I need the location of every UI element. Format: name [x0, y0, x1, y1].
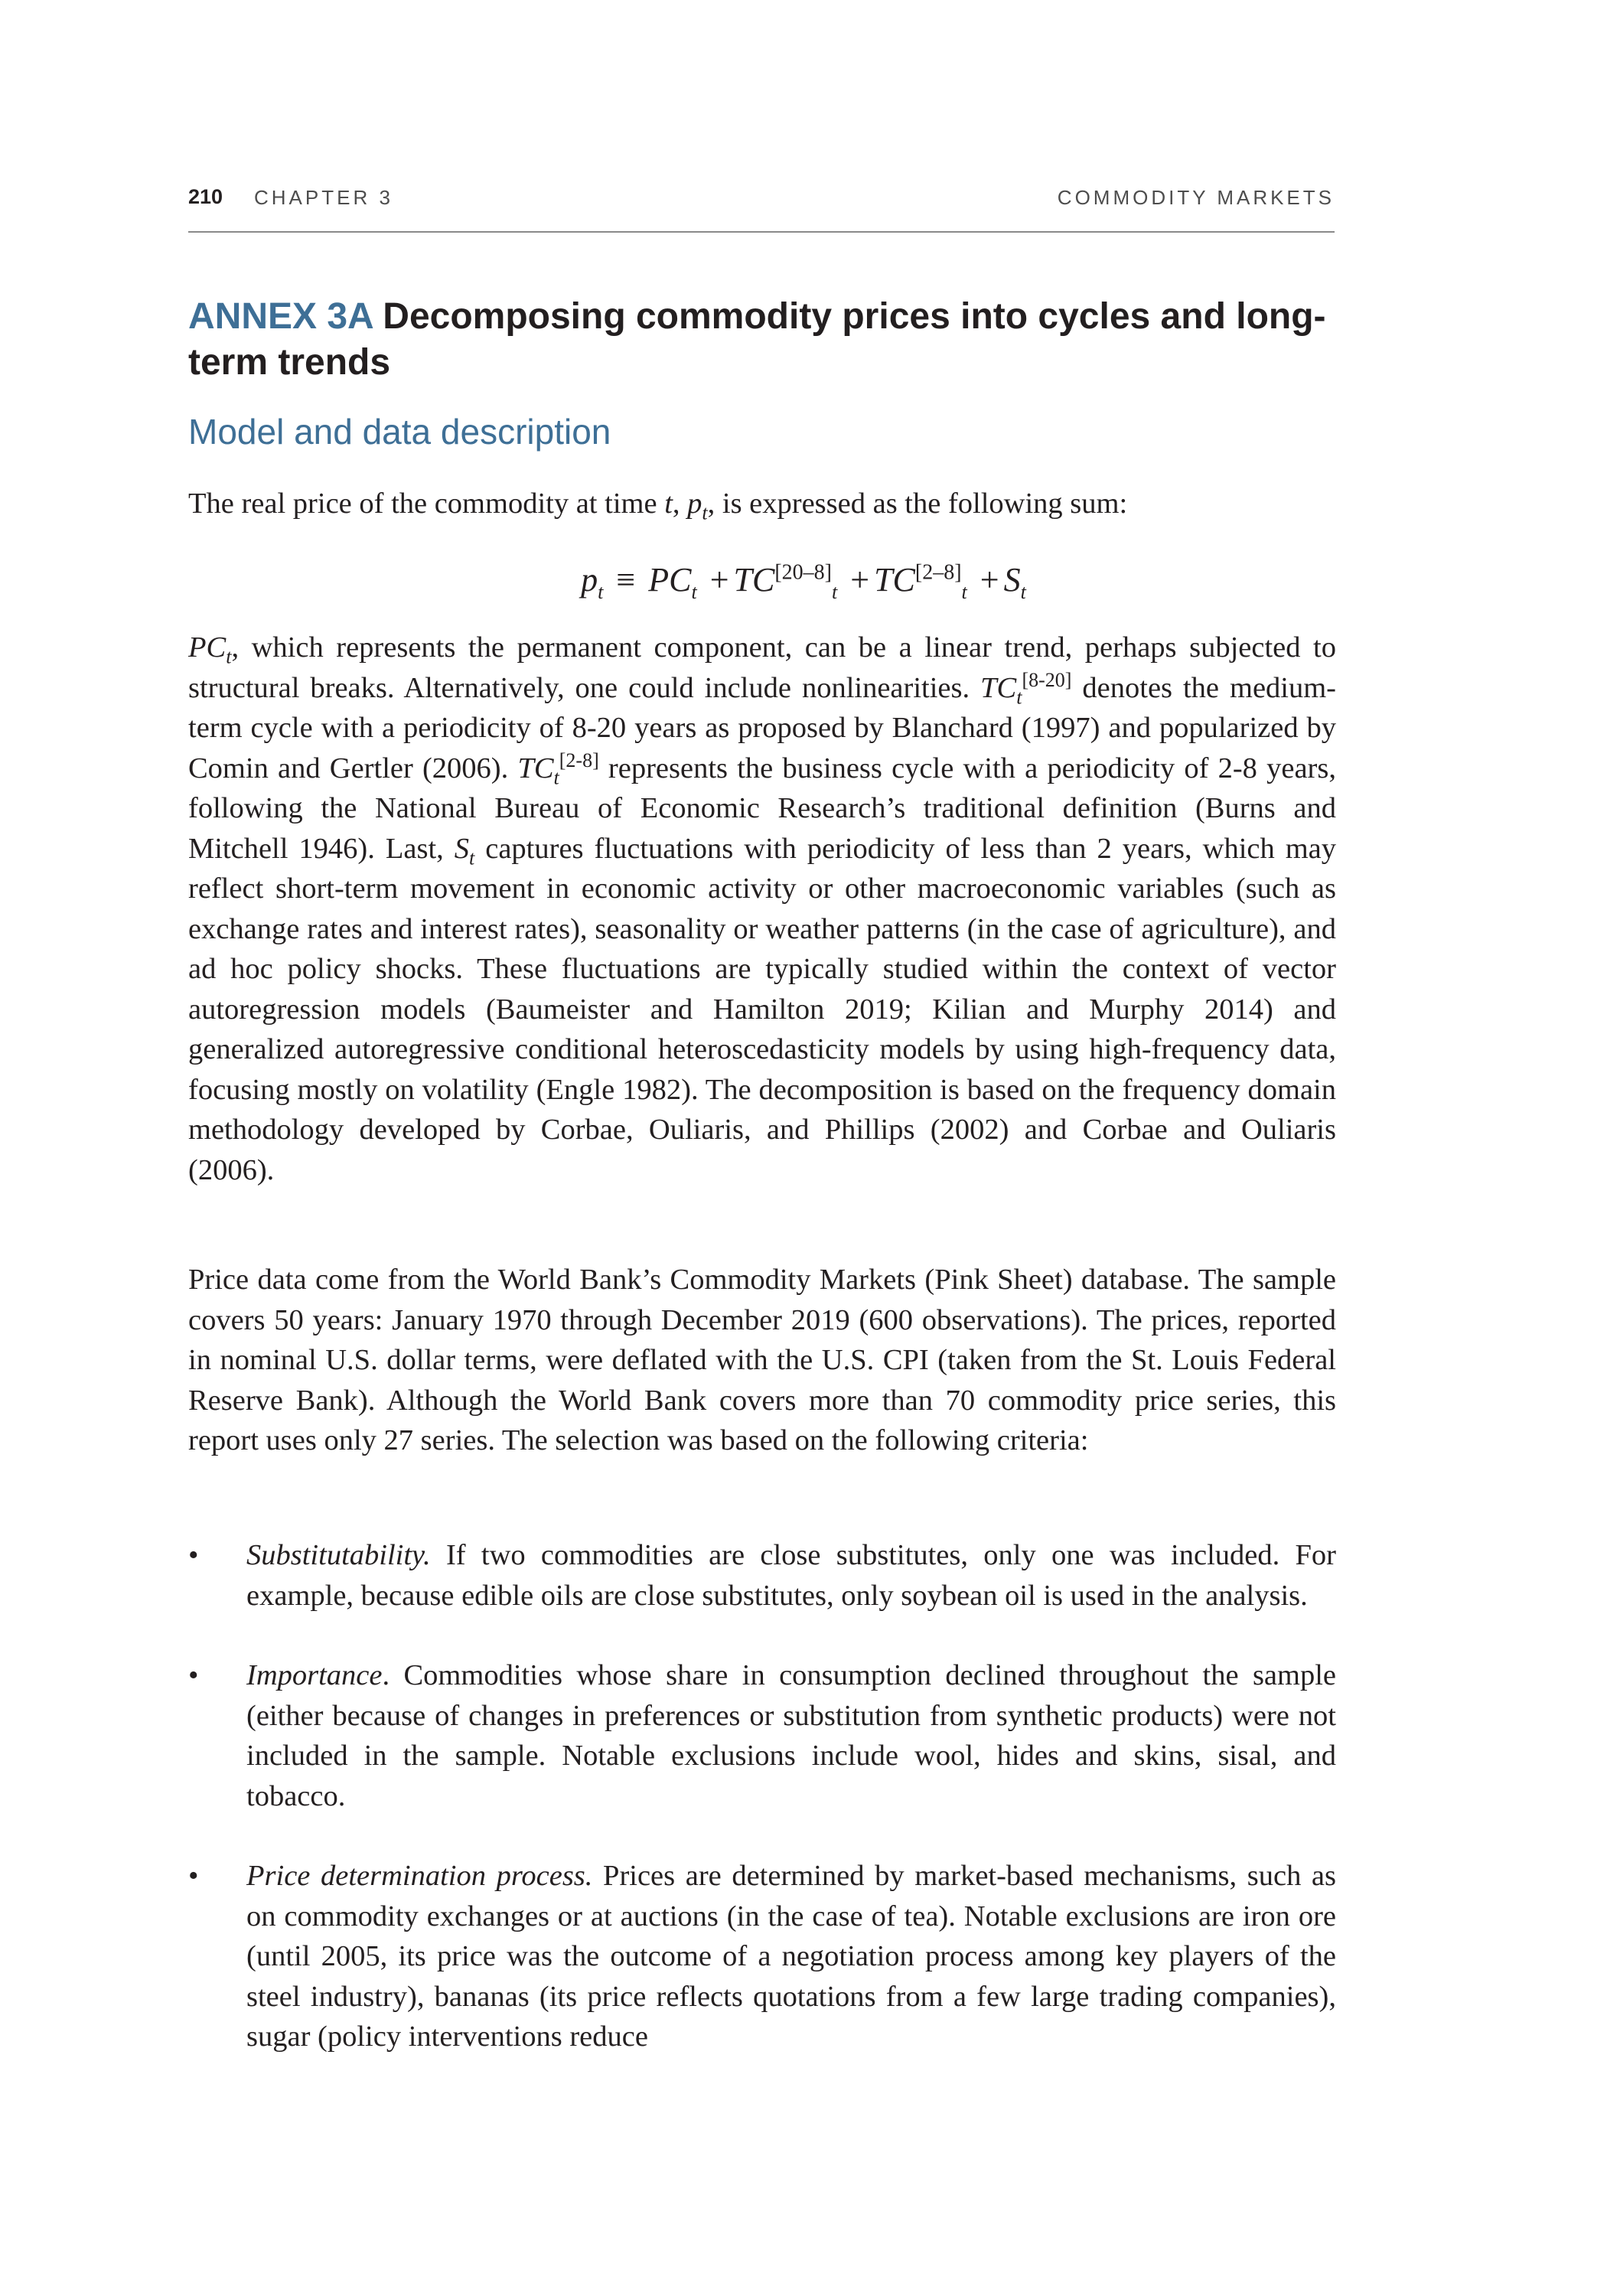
intro-paragraph	[188, 484, 1336, 524]
list-item	[188, 1856, 1336, 2057]
intro-var-p-sub: t	[702, 501, 708, 524]
running-header	[188, 185, 1335, 233]
eq-plus-3: +	[980, 561, 999, 598]
eq-tc1-sup: [20–8]	[774, 560, 832, 585]
desc-tc1-sub: t	[1016, 686, 1022, 709]
desc-tc1: TC	[980, 671, 1017, 704]
intro-text-before: The real price of the commodity at time	[188, 488, 665, 520]
eq-p-sub: t	[598, 580, 604, 603]
criterion-text: Prices are determined by market-based mechanisms, such as on commodity exchanges or at auctions (in the case of tea). Notable exclusions are iron ore (until 2005, its price was the outcome of a negotiation process among key players of the steel industry), bananas (its price reflects quotations from a few large trading companies), sugar (policy interventions reduce	[246, 1860, 1337, 2053]
eq-tc2-sup: [2–8]	[914, 560, 962, 585]
intro-comma: ,	[672, 488, 680, 520]
annex-title-text: Decomposing commodity prices into cycles and long-term trends	[188, 296, 1326, 383]
bullet-icon: •	[188, 1539, 199, 1571]
criterion-text: If two commodities are close substitutes, only one was included. For example, because edible oils are close substitutes, only soybean oil is used in the analysis.	[246, 1539, 1336, 1612]
desc-tc2-sup: [2-8]	[559, 748, 599, 771]
eq-equiv: ≡	[616, 561, 636, 598]
desc-tc1-sup: [8-20]	[1022, 668, 1072, 691]
chapter-label: CHAPTER 3	[254, 186, 393, 209]
intro-text-after: , is expressed as the following sum:	[707, 488, 1128, 520]
description-paragraph	[188, 628, 1336, 1190]
desc-seg-4: captures fluctuations with periodicity of less than 2 years, which may reflect short-term movement in economic activity or other macroeconomic variables (such as exchange rates and interest rates), seasonality or weather patterns (in the case of agriculture), and ad hoc policy shocks. These fluctuations are typically studied within the context of vector autoregression models (Baumeister and Hamilton 2019; Kilian and Murphy 2014) and generalized autoregressive conditional heteroscedasticity models by using high-frequency data, focusing mostly on volatility (Engle 1982). The decomposition is based on the frequency domain methodology developed by Corbae, Ouliaris, and Phillips (2002) and Corbae and Ouliaris (2006).	[188, 832, 1336, 1186]
criterion-term: Price determination process.	[246, 1860, 593, 1892]
eq-pc: PC	[648, 561, 692, 598]
criterion-term: Substitutability.	[246, 1539, 431, 1571]
decomposition-equation	[0, 550, 1607, 611]
desc-pc: PC	[188, 631, 227, 664]
list-item	[188, 1535, 1336, 1616]
eq-p: p	[581, 561, 598, 598]
annex-title	[188, 294, 1336, 386]
eq-pc-sub: t	[691, 580, 697, 603]
list-item	[188, 1655, 1336, 1816]
annex-label: ANNEX 3A	[188, 296, 373, 337]
section-label: COMMODITY MARKETS	[1057, 186, 1335, 209]
desc-s: S	[454, 832, 470, 865]
eq-s: S	[1003, 561, 1021, 598]
desc-pc-sub: t	[226, 645, 232, 668]
desc-tc2: TC	[517, 752, 554, 784]
eq-tc1-sub: t	[832, 580, 838, 603]
bullet-icon: •	[188, 1860, 199, 1892]
page-number: 210	[188, 185, 223, 208]
intro-var-t: t	[664, 488, 673, 520]
eq-tc1: TC	[733, 561, 775, 598]
desc-seg-2: denotes the medium-term cycle with a periodicity of 8-20 years as proposed by Blanchard (1997) and popularized by Comin and Gertler (2006).	[188, 671, 1337, 784]
desc-seg-1: , which represents the permanent component, can be a linear trend, perhaps subjected to structural breaks. Alternatively, one could include nonlinearities.	[188, 631, 1336, 704]
desc-s-sub: t	[469, 846, 475, 869]
eq-plus-2: +	[850, 561, 870, 598]
criteria-list	[188, 1535, 1336, 2097]
section-subheading: Model and data description	[188, 412, 611, 452]
criterion-term: Importance	[246, 1659, 383, 1691]
intro-var-p: p	[687, 488, 702, 520]
eq-plus-1: +	[709, 561, 729, 598]
criterion-text: . Commodities whose share in consumption declined throughout the sample (either because of changes in preferences or substitution from synthetic products) were not included in the sample. Notable exclusions include wool, hides and skins, sisal, and tobacco.	[246, 1659, 1336, 1812]
data-paragraph: Price data come from the World Bank’s Commodity Markets (Pink Sheet) database. The sample covers 50 years: January 1970 through December 2019 (600 observations). The prices, reported in nominal U.S. dollar terms, were deflated with the U.S. CPI (taken from the St. Louis Federal Reserve Bank). Although the World Bank covers more than 70 commodity price series, this report uses only 27 series. The selection was based on the following criteria:	[188, 1264, 1336, 1456]
eq-tc2-sub: t	[961, 580, 967, 603]
desc-seg-3: represents the business cycle with a periodicity of 2-8 years, following the National Bureau of Economic Research’s traditional definition (Burns and Mitchell 1946). Last,	[188, 752, 1336, 865]
eq-s-sub: t	[1020, 580, 1026, 603]
desc-tc2-sub: t	[553, 766, 559, 789]
eq-tc2: TC	[874, 561, 915, 598]
bullet-icon: •	[188, 1659, 199, 1691]
